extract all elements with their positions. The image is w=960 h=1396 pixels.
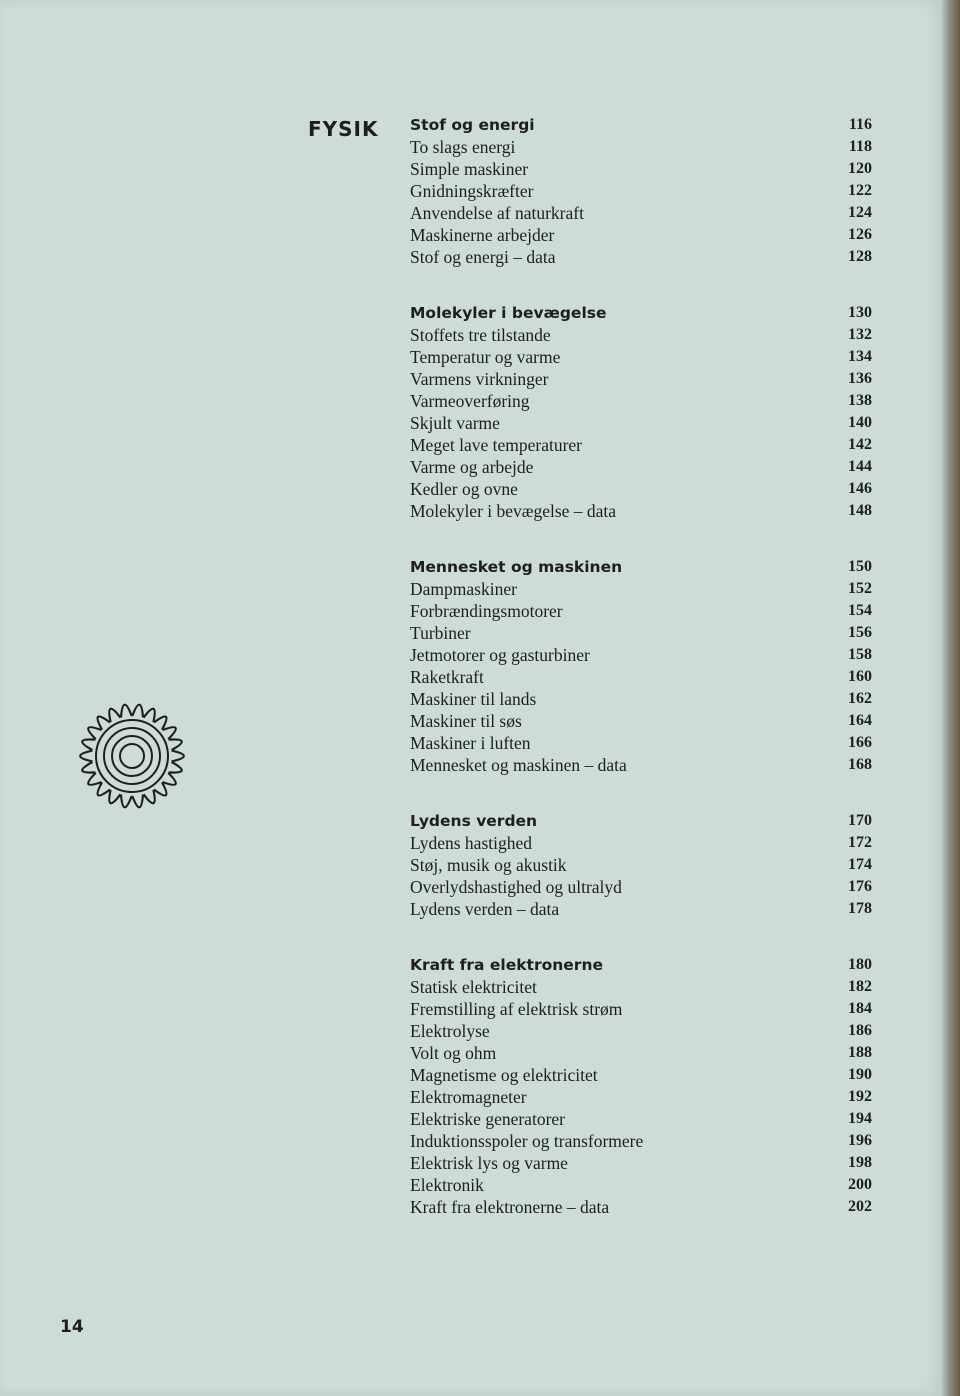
toc-entry-page: 198 [848,1154,872,1171]
toc-entry [410,1020,872,1042]
toc-entry-page: 160 [848,668,872,685]
toc-entry [410,180,872,202]
toc-entry-page: 184 [848,1000,872,1017]
toc-entry-title: Maskiner til søs [410,710,522,731]
toc-entry-title: Induktionsspoler og transformere [410,1130,644,1151]
toc-entry [410,832,872,854]
sun-ray [109,709,120,722]
toc-entry [410,754,872,776]
toc-entry-title: Fremstilling af elektrisk strøm [410,998,623,1019]
toc-entry [410,1152,872,1174]
sun-ray [162,773,175,785]
toc-entry-page: 120 [848,160,872,177]
sun-ray [121,794,132,807]
sun-ray [98,716,111,729]
toc-entry [410,136,872,158]
toc-entry [410,478,872,500]
toc-section [410,810,872,920]
sun-ring [120,744,144,768]
toc-entry-title: Stoffets tre tilstande [410,324,551,345]
toc-heading-page: 130 [848,304,872,321]
toc-entry-title: Dampmaskiner [410,578,517,599]
toc-entry-page: 190 [848,1066,872,1083]
sun-ray [154,716,167,729]
sun-ray [144,790,155,803]
toc-entry [410,622,872,644]
toc-entry-title: Lydens verden – data [410,898,560,919]
toc-entry-page: 166 [848,734,872,751]
toc-entry [410,578,872,600]
toc-section [410,302,872,522]
sun-ray [172,751,184,762]
toc-entry-page: 124 [848,204,872,221]
sun-ray [121,705,132,718]
toc-heading [410,954,872,976]
toc-section [410,114,872,268]
toc-entry-title: Molekyler i bevægelse – data [410,500,617,521]
toc-entry-title: Raketkraft [410,666,484,687]
toc-entry-title: Maskiner til lands [410,688,537,709]
toc-heading-title: Molekyler i bevægelse [410,304,607,322]
sun-ray [88,727,101,739]
toc-entry-title: Statisk elektricitet [410,976,537,997]
sun-ray [132,794,143,807]
toc-entry [410,1196,872,1218]
toc-entry-title: Stof og energi – data [410,246,556,267]
toc-entry-title: Varmens virkninger [410,368,549,389]
toc-heading-page: 180 [848,956,872,973]
toc-heading [410,114,872,136]
toc-entry-page: 148 [848,502,872,519]
toc-entry-page: 136 [848,370,872,387]
toc-entry-title: Volt og ohm [410,1042,497,1063]
sun-ray [82,762,95,773]
toc-entry-title: Gnidningskræfter [410,180,534,201]
sun-ring [96,720,168,792]
toc-entry-page: 162 [848,690,872,707]
toc-entry-title: Elektronik [410,1174,484,1195]
sun-ray [169,762,182,773]
toc-entry [410,1086,872,1108]
section-label: FYSIK [308,117,379,141]
toc-section [410,556,872,776]
toc-heading-title: Lydens verden [410,812,538,830]
toc-entry-page: 192 [848,1088,872,1105]
toc-entry-page: 152 [848,580,872,597]
toc-heading-page: 116 [848,116,872,133]
toc-entry-page: 158 [848,646,872,663]
toc-entry-page: 134 [848,348,872,365]
toc-entry-title: Varme og arbejde [410,456,534,477]
toc-entry [410,434,872,456]
toc-entry-page: 140 [848,414,872,431]
sun-ray [82,739,95,750]
toc-entry [410,644,872,666]
toc-heading-title: Mennesket og maskinen [410,558,623,576]
toc-entry-page: 176 [848,878,872,895]
toc-entry [410,412,872,434]
toc-entry-title: Kraft fra elektronerne – data [410,1196,610,1217]
toc-entry-title: Lydens hastighed [410,832,532,853]
table-of-contents [410,114,872,1252]
toc-entry [410,1130,872,1152]
toc-entry-page: 142 [848,436,872,453]
toc-entry-page: 118 [848,138,872,155]
toc-entry-title: Turbiner [410,622,471,643]
toc-heading [410,556,872,578]
sun-ray [109,790,120,803]
toc-entry [410,1064,872,1086]
toc-entry-page: 122 [848,182,872,199]
toc-entry [410,1108,872,1130]
toc-entry-page: 194 [848,1110,872,1127]
toc-entry-page: 154 [848,602,872,619]
toc-entry-title: Støj, musik og akustik [410,854,567,875]
toc-heading-title: Kraft fra elektronerne [410,956,603,974]
toc-entry [410,324,872,346]
toc-entry-title: Elektriske generatorer [410,1108,565,1129]
toc-entry-title: Elektrisk lys og varme [410,1152,568,1173]
toc-entry [410,1174,872,1196]
sun-ray [98,782,111,795]
toc-entry-title: Temperatur og varme [410,346,561,367]
toc-entry-page: 126 [848,226,872,243]
toc-entry [410,998,872,1020]
sun-ray [169,739,182,750]
toc-entry [410,854,872,876]
toc-entry [410,500,872,522]
toc-entry [410,732,872,754]
toc-entry-title: Jetmotorer og gasturbiner [410,644,590,665]
toc-entry [410,688,872,710]
toc-entry-title: Anvendelse af naturkraft [410,202,584,223]
toc-entry [410,898,872,920]
toc-entry-page: 174 [848,856,872,873]
toc-entry-page: 188 [848,1044,872,1061]
sun-ring [112,736,152,776]
sun-ray [132,705,143,718]
toc-section [410,954,872,1218]
toc-entry-page: 164 [848,712,872,729]
toc-entry-title: Varmeoverføring [410,390,530,411]
toc-entry-page: 202 [848,1198,872,1215]
sun-ray [154,782,167,795]
toc-entry [410,246,872,268]
toc-entry-page: 172 [848,834,872,851]
toc-entry [410,666,872,688]
toc-entry [410,158,872,180]
toc-entry [410,202,872,224]
toc-entry [410,876,872,898]
toc-entry [410,1042,872,1064]
toc-entry-page: 200 [848,1176,872,1193]
toc-entry [410,368,872,390]
sun-rosette-icon [64,688,200,824]
toc-entry-title: Forbrændingsmotorer [410,600,563,621]
toc-entry [410,346,872,368]
toc-entry-title: Kedler og ovne [410,478,518,499]
toc-entry-page: 196 [848,1132,872,1149]
page-number: 14 [60,1317,84,1337]
toc-entry-page: 128 [848,248,872,265]
toc-entry-page: 144 [848,458,872,475]
toc-entry-title: Skjult varme [410,412,500,433]
toc-entry-title: Maskiner i luften [410,732,531,753]
sun-ray [80,751,92,762]
toc-heading-title: Stof og energi [410,116,535,134]
toc-heading [410,810,872,832]
page-edge [942,0,960,1396]
toc-entry-title: Magnetisme og elektricitet [410,1064,598,1085]
toc-entry-title: Mennesket og maskinen – data [410,754,627,775]
toc-entry-page: 182 [848,978,872,995]
toc-entry-page: 156 [848,624,872,641]
toc-entry-title: Elektromagneter [410,1086,527,1107]
toc-entry [410,600,872,622]
toc-entry-title: Elektrolyse [410,1020,490,1041]
toc-entry-page: 132 [848,326,872,343]
sun-ray [162,727,175,739]
toc-heading-page: 150 [848,558,872,575]
sun-ray [88,773,101,785]
toc-heading-page: 170 [848,812,872,829]
toc-entry [410,224,872,246]
toc-entry [410,710,872,732]
toc-heading [410,302,872,324]
toc-entry [410,390,872,412]
sun-ray [144,709,155,722]
toc-entry-page: 138 [848,392,872,409]
toc-entry [410,976,872,998]
toc-entry-title: Maskinerne arbejder [410,224,555,245]
toc-entry [410,456,872,478]
toc-entry-title: To slags energi [410,136,516,157]
toc-entry-title: Meget lave temperaturer [410,434,582,455]
toc-entry-title: Overlydshastighed og ultralyd [410,876,622,897]
toc-entry-page: 146 [848,480,872,497]
toc-entry-page: 186 [848,1022,872,1039]
toc-entry-page: 168 [848,756,872,773]
toc-entry-title: Simple maskiner [410,158,529,179]
toc-entry-page: 178 [848,900,872,917]
